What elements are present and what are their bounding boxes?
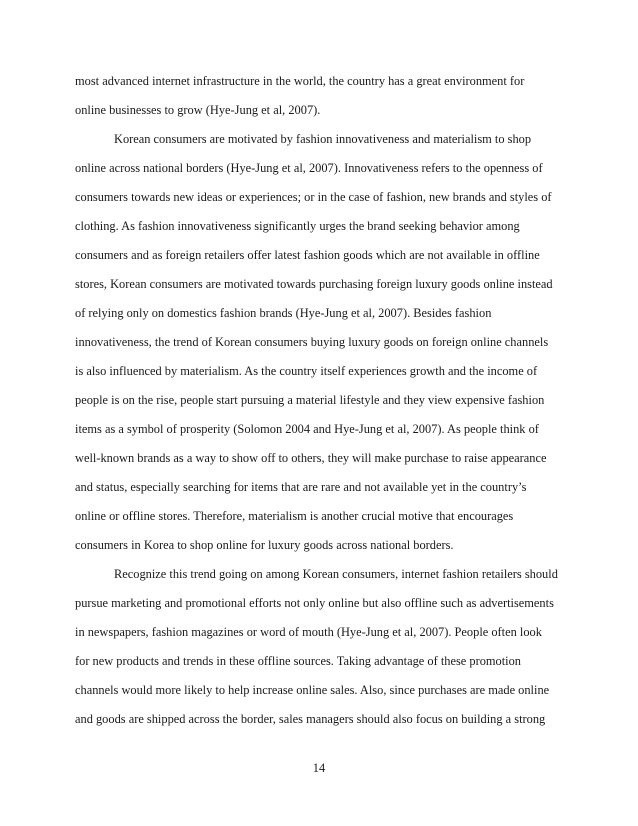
text-line: channels would more likely to help increase online sales. Also, since purchases are made online [75, 683, 550, 697]
text-line: online businesses to grow (Hye-Jung et al, 2007). [75, 103, 321, 117]
paragraph-first-line: Korean consumers are motivated by fashion innovativeness and materialism to shop [114, 132, 532, 146]
text-line: consumers and as foreign retailers offer latest fashion goods which are not available in offline [75, 248, 540, 262]
text-line: and goods are shipped across the border, sales managers should also focus on building a strong [75, 712, 546, 726]
paragraph-first-line: Recognize this trend going on among Korean consumers, internet fashion retailers should [114, 567, 558, 581]
text-line: people is on the rise, people start pursuing a material lifestyle and they view expensive fashion [75, 393, 545, 407]
text-line: online across national borders (Hye-Jung et al, 2007). Innovativeness refers to the openness of [75, 161, 543, 175]
text-line: for new products and trends in these offline sources. Taking advantage of these promotion [75, 654, 521, 668]
text-line: in newspapers, fashion magazines or word of mouth (Hye-Jung et al, 2007). People often look [75, 625, 542, 639]
text-line: innovativeness, the trend of Korean consumers buying luxury goods on foreign online channels [75, 335, 549, 349]
text-line: and status, especially searching for items that are rare and not available yet in the country’s [75, 480, 527, 494]
text-line: is also influenced by materialism. As the country itself experiences growth and the income of [75, 364, 538, 378]
text-line: most advanced internet infrastructure in the world, the country has a great environment for [75, 74, 525, 88]
text-line: consumers in Korea to shop online for luxury goods across national borders. [75, 538, 454, 552]
text-line: items as a symbol of prosperity (Solomon 2004 and Hye-Jung et al, 2007). As people think of [75, 422, 539, 436]
page-number: 14 [312, 761, 326, 775]
text-line: clothing. As fashion innovativeness significantly urges the brand seeking behavior among [75, 219, 520, 233]
text-line: pursue marketing and promotional efforts not only online but also offline such as advertisements [75, 596, 554, 610]
text-line: well-known brands as a way to show off to others, they will make purchase to raise appearance [75, 451, 547, 465]
text-line: of relying only on domestics fashion brands (Hye-Jung et al, 2007). Besides fashion [75, 306, 492, 320]
text-line: online or offline stores. Therefore, materialism is another crucial motive that encourages [75, 509, 514, 523]
text-line: consumers towards new ideas or experiences; or in the case of fashion, new brands and styles of [75, 190, 552, 204]
text-line: stores, Korean consumers are motivated towards purchasing foreign luxury goods online instead [75, 277, 553, 291]
